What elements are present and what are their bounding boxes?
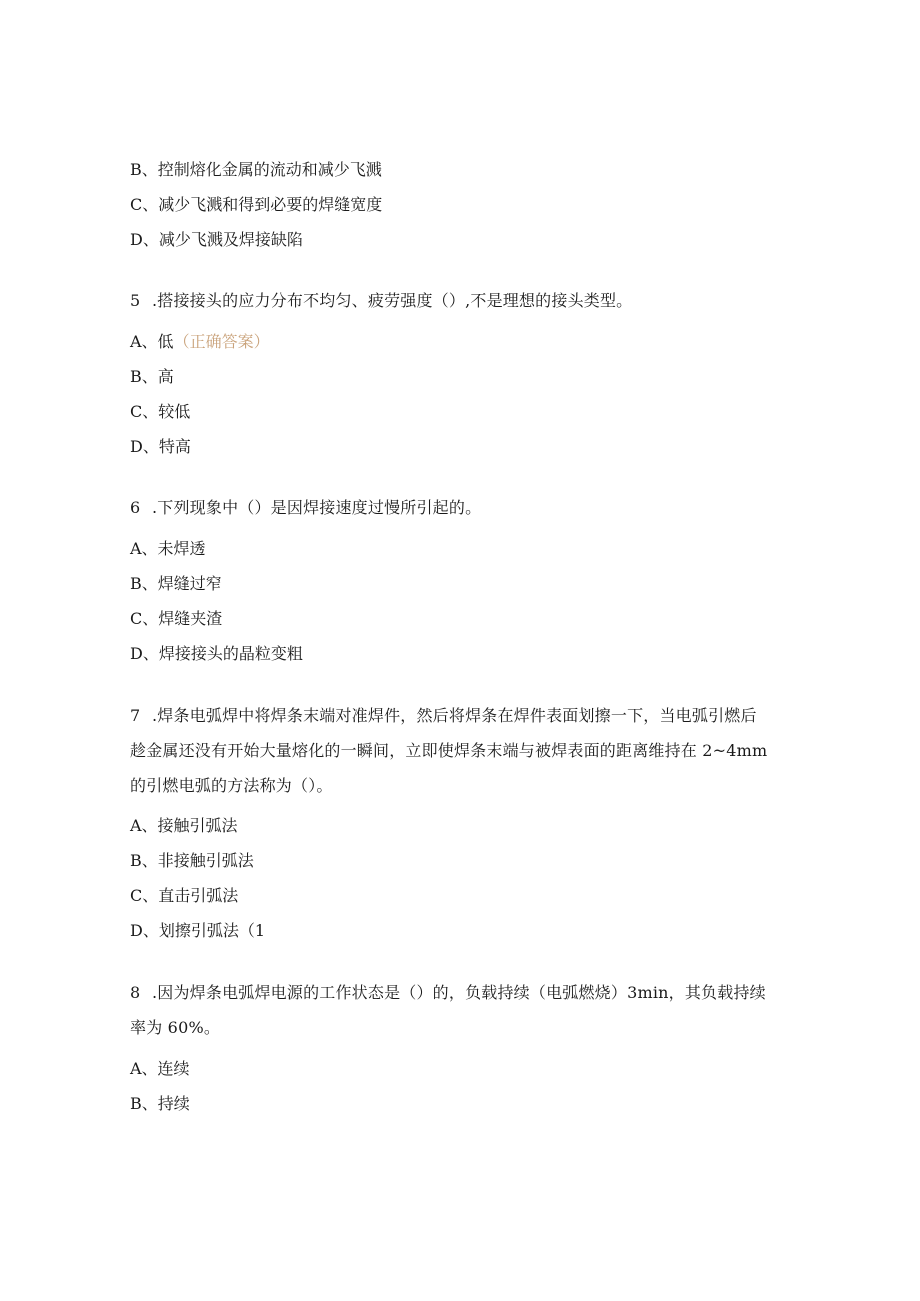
q8-option-b: B、持续: [130, 1094, 190, 1113]
option-text: A、低: [130, 332, 174, 351]
question-8: [130, 982, 766, 1004]
q5-option-c: C、较低: [130, 402, 191, 421]
correct-answer-tag: （正确答案）: [173, 332, 270, 351]
q7-option-d: D、划擦引弧法（1: [130, 921, 266, 940]
question-7-line-3: 的引燃电弧的方法称为（）。: [130, 776, 333, 795]
q7-option-a: A、接触引弧法: [130, 816, 238, 835]
q6-option-b: B、焊缝过窄: [130, 574, 222, 593]
question-number: 6: [130, 498, 141, 517]
question-text-line-1: .因为焊条电弧焊电源的工作状态是（）的，负载持续（电弧燃烧）3min，其负载持续: [152, 983, 766, 1002]
option-b: B、控制熔化金属的流动和减少飞溅: [130, 160, 382, 179]
question-7-line-2: 趁金属还没有开始大量熔化的一瞬间，立即使焊条末端与被焊表面的距离维持在 2~4mm: [130, 741, 768, 760]
option-d: D、减少飞溅及焊接缺陷: [130, 230, 303, 249]
q7-option-b: B、非接触引弧法: [130, 851, 254, 870]
q6-option-c: C、焊缝夹渣: [130, 609, 223, 628]
option-c: C、减少飞溅和得到必要的焊缝宽度: [130, 195, 383, 214]
question-7: [130, 705, 757, 727]
question-number: 8: [130, 983, 141, 1002]
question-number: 5: [130, 291, 141, 310]
question-number: 7: [130, 706, 141, 725]
q8-option-a: A、连续: [130, 1059, 190, 1078]
question-text: .搭接接头的应力分布不均匀、疲劳强度（）,不是理想的接头类型。: [152, 291, 633, 310]
q6-option-d: D、焊接接头的晶粒变粗: [130, 644, 303, 663]
q5-option-a: [130, 331, 270, 353]
q5-option-d: D、特高: [130, 437, 191, 456]
q7-option-c: C、直击引弧法: [130, 886, 239, 905]
question-6: [130, 497, 481, 519]
question-text-line-1: .焊条电弧焊中将焊条末端对准焊件，然后将焊条在焊件表面划擦一下，当电弧引燃后: [152, 706, 757, 725]
question-5: [130, 290, 632, 312]
question-text: .下列现象中（）是因焊接速度过慢所引起的。: [152, 498, 482, 517]
q5-option-b: B、高: [130, 367, 174, 386]
q6-option-a: A、未焊透: [130, 539, 206, 558]
question-8-line-2: 率为 60%。: [130, 1018, 221, 1037]
